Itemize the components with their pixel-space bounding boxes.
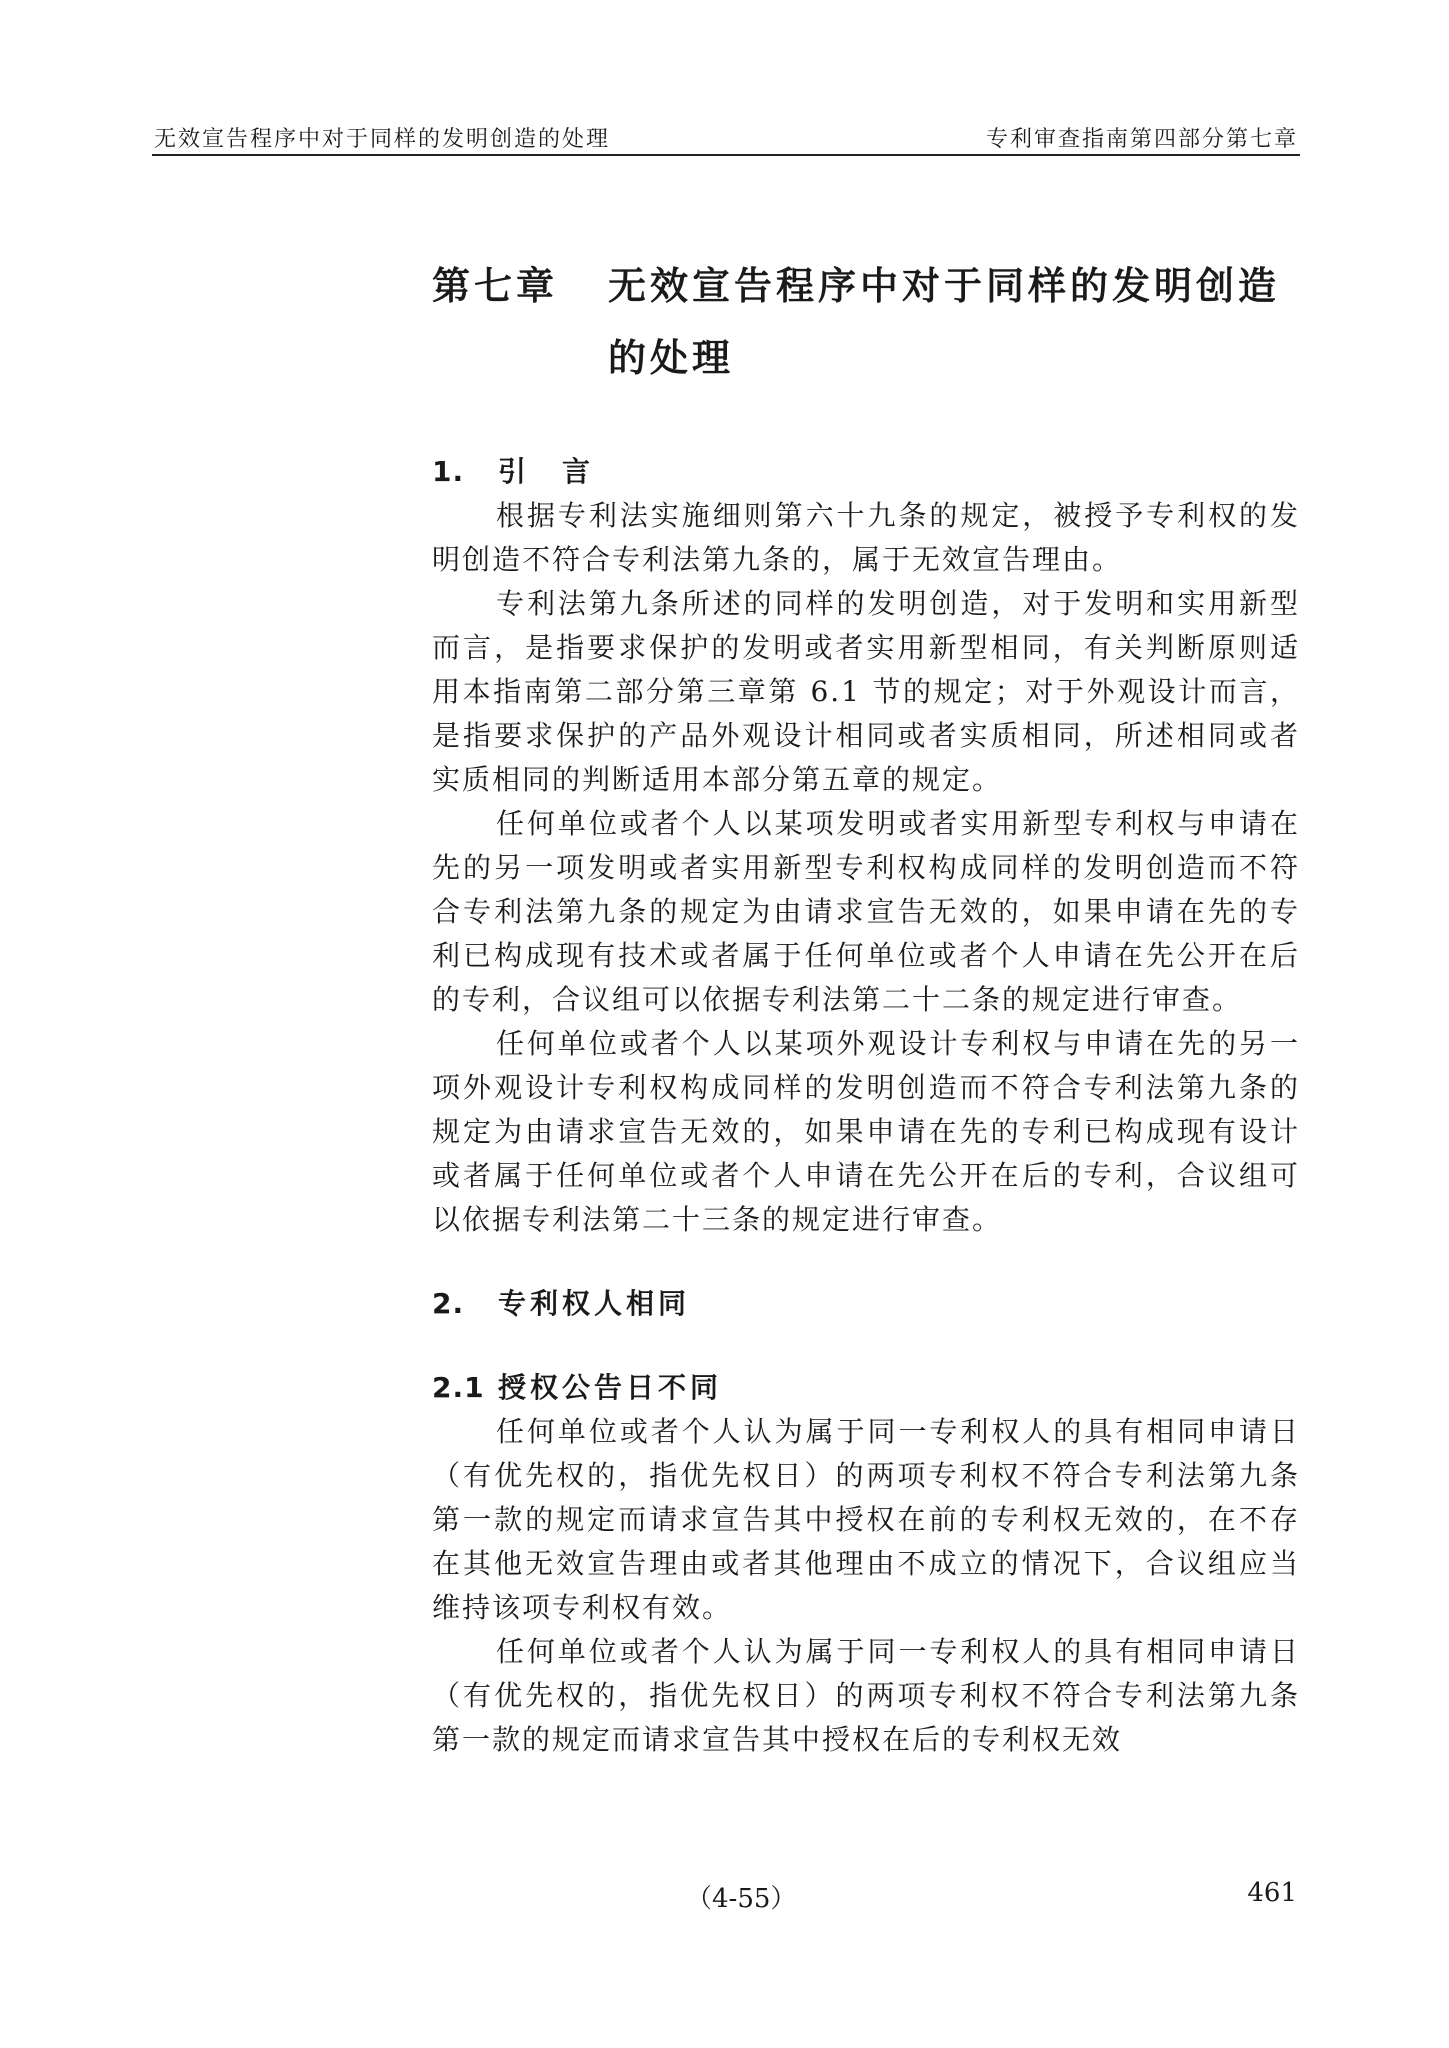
chapter-title <box>432 250 1300 394</box>
paragraph: 专利法第九条所述的同样的发明创造，对于发明和实用新型而言，是指要求保护的发明或者实用新型相同，有关判断原则适用本指南第二部分第三章第 6.1 节的规定；对于外观设计而言，是指要求保护的产品外观设计相同或者实质相同，所述相同或者实质相同的判断适用本部分第五章的规定。 <box>432 587 1300 796</box>
paragraph: 任何单位或者个人认为属于同一专利权人的具有相同申请日（有优先权的，指优先权日）的两项专利权不符合专利法第九条第一款的规定而请求宣告其中授权在前的专利权无效的，在不存在其他无效宣告理由或者其他理由不成立的情况下，合议组应当维持该项专利权有效。 <box>432 1415 1300 1624</box>
paragraph: 任何单位或者个人认为属于同一专利权人的具有相同申请日（有优先权的，指优先权日）的两项专利权不符合专利法第九条第一款的规定而请求宣告其中授权在后的专利权无效 <box>432 1635 1300 1756</box>
header-left-title: 无效宣告程序中对于同样的发明创造的处理 <box>154 127 611 152</box>
section-page-label: （4-55） <box>686 1884 797 1914</box>
section-number: 2.1 <box>432 1371 485 1404</box>
paragraph: 任何单位或者个人以某项外观设计专利权与申请在先的另一项外观设计专利权构成同样的发明创造而不符合专利法第九条的规定为由请求宣告无效的，如果申请在先的专利已构成现有设计或者属于任何单位或者个人申请在先公开在后的专利，合议组可以依据专利法第二十三条的规定进行审查。 <box>432 1027 1300 1236</box>
page-number: 461 <box>1247 1878 1297 1908</box>
section-number: 1. <box>432 455 465 488</box>
section-heading-2-1 <box>432 1366 1300 1410</box>
section-title: 引 言 <box>498 455 595 488</box>
page-content <box>432 250 1300 1762</box>
paragraph: 根据专利法实施细则第六十九条的规定，被授予专利权的发明创造不符合专利法第九条的，属于无效宣告理由。 <box>432 499 1300 576</box>
section-number: 2. <box>432 1287 465 1320</box>
chapter-title-line1: 无效宣告程序中对于同样的发明创造 <box>608 264 1281 308</box>
chapter-title-line2: 的处理 <box>608 336 735 380</box>
header-right-title: 专利审查指南第四部分第七章 <box>985 127 1298 152</box>
running-header <box>152 118 1300 156</box>
section-heading-1 <box>432 450 1300 494</box>
section-heading-2 <box>432 1282 1300 1326</box>
paragraph: 任何单位或者个人以某项发明或者实用新型专利权与申请在先的另一项发明或者实用新型专利权构成同样的发明创造而不符合专利法第九条的规定为由请求宣告无效的，如果申请在先的专利已构成现有技术或者属于任何单位或者个人申请在先公开在后的专利，合议组可以依据专利法第二十二条的规定进行审查。 <box>432 807 1300 1016</box>
section-title: 专利权人相同 <box>498 1287 691 1320</box>
section-title: 授权公告日不同 <box>498 1371 723 1404</box>
chapter-number: 第七章 <box>432 264 559 308</box>
